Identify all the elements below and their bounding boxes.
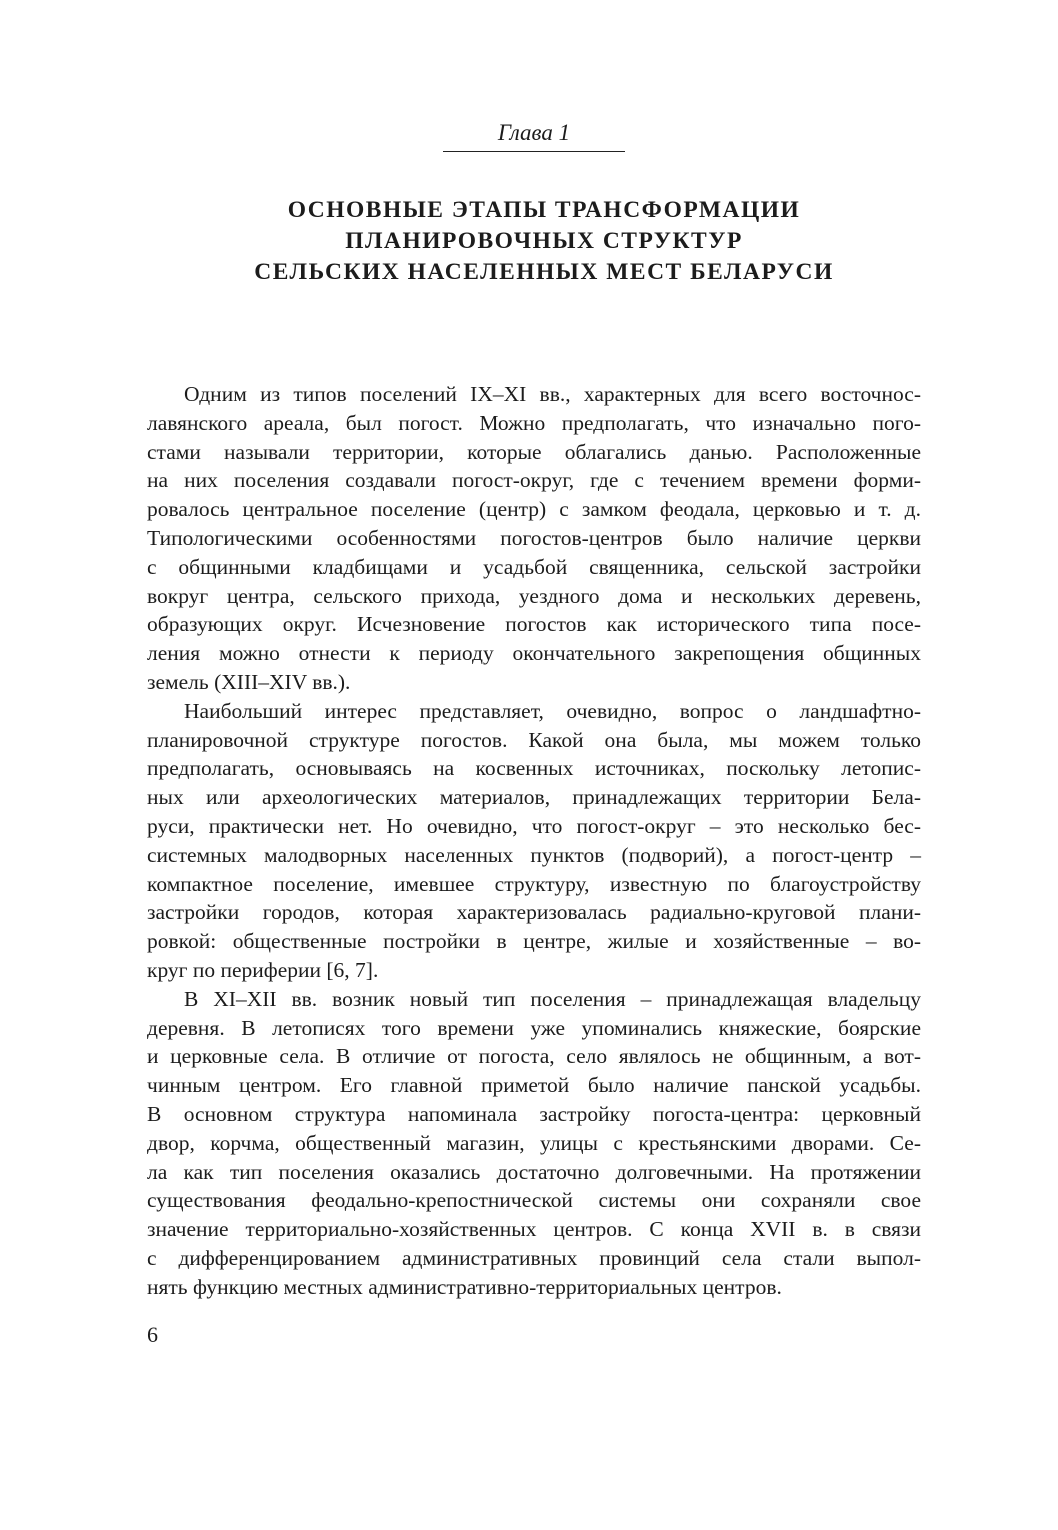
text-line: ла как тип поселения оказались достаточно долговечными. На протяжении: [147, 1160, 921, 1184]
text-line: предполагать, основываясь на косвенных источниках, поскольку летопис-: [147, 756, 921, 780]
chapter-title: [150, 195, 938, 288]
text-line: В XI–XII вв. возник новый тип поселения – принадлежащая владельцу: [184, 987, 921, 1011]
text-line: Наибольший интерес представляет, очевидно, вопрос о ландшафтно-: [184, 699, 921, 723]
text-line: и церковные села. В отличие от погоста, село являлось не общинным, а вот-: [147, 1044, 921, 1068]
text-line: стами называли территории, которые облагались данью. Расположенные: [147, 440, 921, 464]
text-line: лавянского ареала, был погост. Можно предполагать, что изначально пого-: [147, 411, 921, 435]
text-line: застройки городов, которая характеризовалась радиально-круговой плани-: [147, 900, 921, 924]
text-line: образующих округ. Исчезновение погостов как исторического типа посе-: [147, 612, 921, 636]
page-number: 6: [147, 1322, 158, 1347]
text-line: земель (XIII–XIV вв.).: [147, 670, 351, 694]
text-line: с общинными кладбищами и усадьбой священника, сельской застройки: [147, 555, 921, 579]
text-line: ровкой: общественные постройки в центре, жилые и хозяйственные – во-: [147, 929, 921, 953]
text-line: чинным центром. Его главной приметой было наличие панской усадьбы.: [147, 1073, 921, 1097]
text-line: руси, практически нет. Но очевидно, что погост-округ – это несколько бес-: [147, 814, 921, 838]
text-line: ровалось центральное поселение (центр) с замком феодала, церковью и т. д.: [147, 497, 921, 521]
text-line: с дифференцированием административных провинций села стали выпол-: [147, 1246, 921, 1270]
text-line: системных малодворных населенных пунктов (подворий), а погост-центр –: [147, 843, 921, 867]
text-line: планировочной структуре погостов. Какой она была, мы можем только: [147, 728, 921, 752]
text-line: вокруг центра, сельского прихода, уездного дома и нескольких деревень,: [147, 584, 921, 608]
text-line: существования феодально-крепостнической системы они сохраняли свое: [147, 1188, 921, 1212]
text-line: круг по периферии [6, 7].: [147, 958, 379, 982]
text-line: деревня. В летописях того времени уже упоминались княжеские, боярские: [147, 1016, 921, 1040]
text-line: на них поселения создавали погост-округ, где с течением времени форми-: [147, 468, 921, 492]
chapter-title-line: СЕЛЬСКИХ НАСЕЛЕННЫХ МЕСТ БЕЛАРУСИ: [254, 259, 834, 285]
text-line: компактное поселение, имевшее структуру, известную по благоустройству: [147, 872, 921, 896]
text-line: Одним из типов поселений IX–XI вв., характерных для всего восточнос-: [184, 382, 921, 406]
text-line: ления можно отнести к периоду окончательного закрепощения общинных: [147, 641, 921, 665]
text-line: ных или археологических материалов, принадлежащих территории Бела-: [147, 785, 921, 809]
text-line: В основном структура напоминала застройку погоста-центра: церковный: [147, 1102, 921, 1126]
text-line: нять функцию местных административно-территориальных центров.: [147, 1275, 782, 1299]
text-line: двор, корчма, общественный магазин, улицы с крестьянскими дворами. Се-: [147, 1131, 921, 1155]
chapter-heading: Глава 1: [443, 118, 625, 152]
chapter-title-line: ОСНОВНЫЕ ЭТАПЫ ТРАНСФОРМАЦИИ: [287, 197, 801, 223]
text-line: Типологическими особенностями погостов-центров было наличие церкви: [147, 526, 921, 550]
text-line: значение территориально-хозяйственных центров. С конца XVII в. в связи: [147, 1217, 921, 1241]
chapter-title-line: ПЛАНИРОВОЧНЫХ СТРУКТУР: [345, 228, 743, 254]
